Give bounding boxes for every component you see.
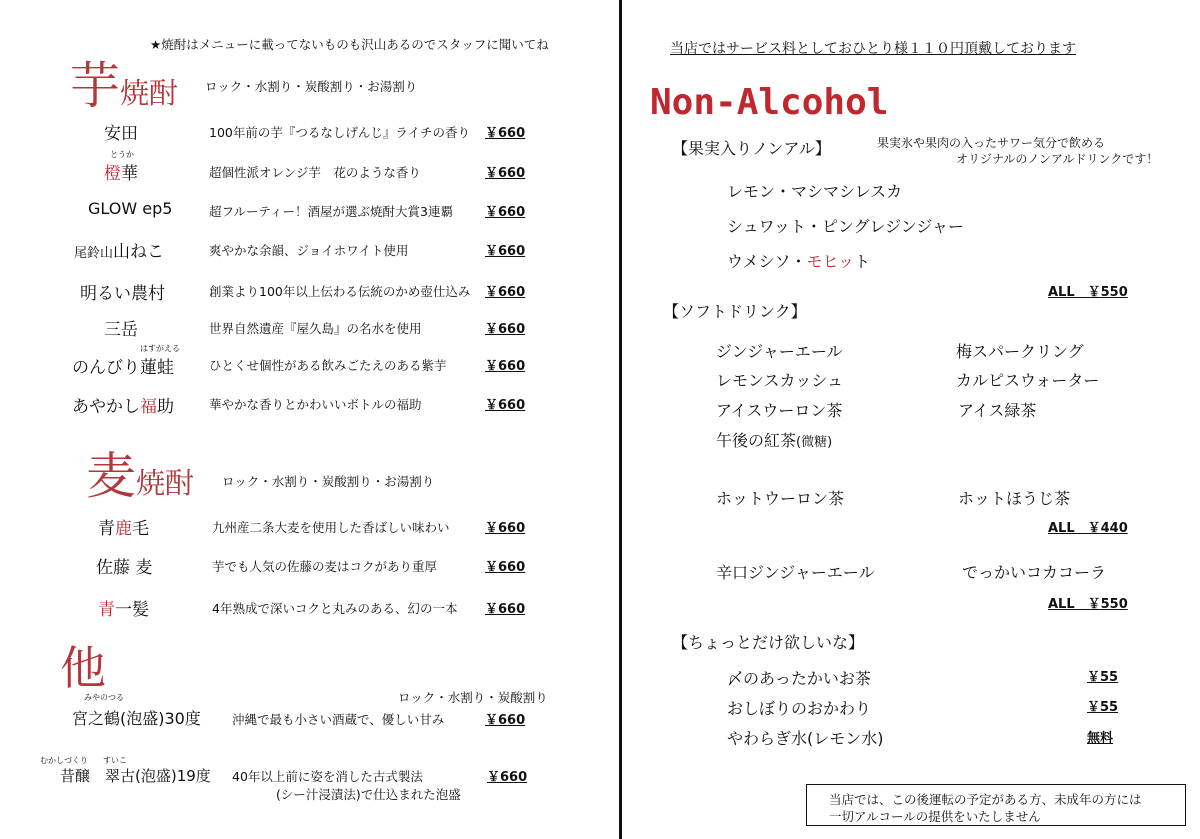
imo-item-price: ￥660 [485,126,526,141]
soft-item: アイスウーロン茶 [716,401,843,420]
little-price: ￥55 [1087,670,1119,685]
mugi-item-name [98,595,149,620]
other-item-price: ￥660 [485,713,526,728]
mugi-item-price: ￥660 [485,602,526,617]
fruit-note-2: オリジナルのノンアルドリンクです！ [956,152,1159,166]
name-rest: 助 [157,397,174,417]
imo-item-name: 明るい農村 [80,284,165,304]
footer-line-2: 一切アルコールの提供をいたしません [829,809,1041,824]
other-item-ruby: みやのつる [84,693,124,702]
imo-big-kanji: 芋 [70,57,120,115]
imo-item-desc: 華やかな香りとかわいいボトルの福助 [209,397,422,412]
fruit-heading: 【果実入りノンアル】 [672,139,831,158]
other-item-ruby: すいこ [103,756,127,765]
footer-box [806,784,1186,826]
other-item-ruby: むかしづくり [40,756,88,765]
imo-item-desc: ひとくせ個性がある飲みごたえのある紫芋 [209,358,447,373]
service-note: 当店ではサービス料としておひとり様１１０円頂戴しております [670,41,1076,57]
other-item-desc: 沖縄で最も小さい酒蔵で、優しい甘み [232,712,445,727]
imo-heading [70,46,178,118]
little-item: 〆のあったかいお茶 [727,669,871,688]
soft-item: レモンスカッシュ [716,371,844,390]
fruit-item-pre: ウメシソ・ [727,252,807,271]
name-rest: 一髪 [115,600,149,620]
fruit-item: レモン・マシマシレスカ [727,182,903,201]
little-heading: 【ちょっとだけ欲しいな】 [672,633,865,652]
imo-item-price: ￥660 [485,244,526,259]
hot-price: ALL ￥440 [1048,521,1128,536]
soft-item-suffix: (微糖) [796,435,833,450]
imo-item-desc: 超個性派オレンジ芋 花のような香り [209,165,421,180]
imo-item-name: のんびり蓮蛙 [72,358,174,378]
imo-item-name: 三岳 [104,320,138,340]
imo-item-name [74,237,164,262]
fruit-price: ALL ￥550 [1048,285,1128,300]
little-price: 無料 [1087,731,1114,746]
imo-item-desc: 世界自然遺産『屋久島』の名水を使用 [209,321,422,336]
fruit-item-rest: ト [854,252,871,271]
mugi-item-desc: 芋でも人気の佐藤の麦はコクがあり重厚 [212,559,438,574]
imo-item-desc: 100年前の芋『つるなしげんじ』ライチの香り [209,125,470,140]
imo-item-name [104,159,138,184]
big-item: 辛口ジンジャーエール [716,563,875,582]
name-pre: 青 [98,519,115,539]
mugi-item-name [98,514,149,539]
soft-item: アイス緑茶 [958,401,1037,420]
other-item-desc-2: (シー汁浸漬法)で仕込まれた泡盛 [276,787,461,802]
center-divider [619,0,622,839]
other-item-name: 宮之鶴(泡盛)30度 [72,709,201,728]
imo-item-ruby: はすがえる [140,344,180,353]
mugi-title-rest: 焼酎 [136,466,195,500]
mugi-item-desc: 九州産二条大麦を使用した香ばしい味わい [212,520,450,535]
imo-item-desc: 創業より100年以上伝わる伝統のかめ壺仕込み [209,284,471,299]
name-red-char: 橙 [104,164,121,184]
soft-item-name: 午後の紅茶 [716,431,797,450]
big-price: ALL ￥550 [1048,597,1128,612]
shochu-note: ★焼酎はメニューに載ってないものも沢山あるのでスタッフに聞いてね [150,37,549,52]
name-rest: 毛 [132,519,149,539]
footer-line-1: 当店では、この後運転の予定がある方、未成年の方には [829,792,1142,807]
name-red-char: 福 [140,397,157,417]
other-item-name: 昔醸 翠古(泡盛)19度 [60,767,211,785]
imo-item-desc: 爽やかな余韻、ジョイホワイト使用 [209,243,409,258]
mugi-heading [86,436,194,508]
big-item: でっかいコカコーラ [962,563,1107,582]
name-red-char: 青 [98,600,115,620]
imo-methods: ロック・水割り・炭酸割り・お湯割り [205,79,418,94]
soft-item [716,428,832,451]
mugi-item-desc: 4年熟成で深いコクと丸みのある、幻の一本 [212,601,458,616]
mugi-item-price: ￥660 [485,521,526,536]
other-big-kanji: 他 [60,641,106,695]
fruit-item: シュワット・ピングレジンジャー [727,217,965,236]
imo-item-price: ￥660 [485,322,526,337]
imo-item-name [72,392,174,417]
hot-item: ホットほうじ茶 [958,489,1071,508]
mugi-item-price: ￥660 [485,560,526,575]
soft-item: カルピスウォーター [956,371,1100,390]
soft-heading: 【ソフトドリンク】 [663,302,807,321]
mugi-item-name: 佐藤 麦 [96,558,153,578]
other-item-price: ￥660 [487,770,528,785]
hot-item: ホットウーロン茶 [716,489,845,508]
soft-item: ジンジャーエール [716,342,843,361]
soft-item: 梅スパークリング [956,342,1084,361]
little-item: おしぼりのおかわり [727,699,872,718]
mugi-big-kanji: 麦 [86,447,136,505]
mugi-methods: ロック・水割り・炭酸割り・お湯割り [222,474,435,489]
other-item-desc: 40年以上前に姿を消した古式製法 [232,769,423,784]
non-alcohol-title: Non-Alcohol [650,82,889,123]
name-red-char: 鹿 [115,519,132,539]
imo-title-rest: 焼酎 [120,76,179,110]
imo-item-price: ￥660 [485,166,526,181]
little-item: やわらぎ水(レモン水) [727,729,884,748]
little-price: ￥55 [1087,700,1119,715]
imo-item-price: ￥660 [485,205,526,220]
fruit-item-red: モヒッ [806,252,855,271]
imo-item-name: 安田 [104,124,138,144]
name-pre: あやかし [72,397,140,417]
other-methods: ロック・水割り・炭酸割り [398,690,548,705]
imo-item-price: ￥660 [485,359,526,374]
imo-item-price: ￥660 [485,285,526,300]
imo-item-ruby: とうか [110,150,134,159]
name-rest: 華 [121,164,138,184]
fruit-note-1: 果実氷や果肉の入ったサワー気分で飲める [877,136,1106,150]
name-rest: 山ねこ [113,242,165,262]
imo-item-desc: 超フルーティー！酒屋が選ぶ焼酎大賞3連覇 [209,204,453,219]
imo-item-price: ￥660 [485,398,526,413]
imo-item-name: GLOW ep5 [88,199,173,218]
name-small: 尾鈴山 [74,246,114,261]
fruit-item [727,249,870,272]
